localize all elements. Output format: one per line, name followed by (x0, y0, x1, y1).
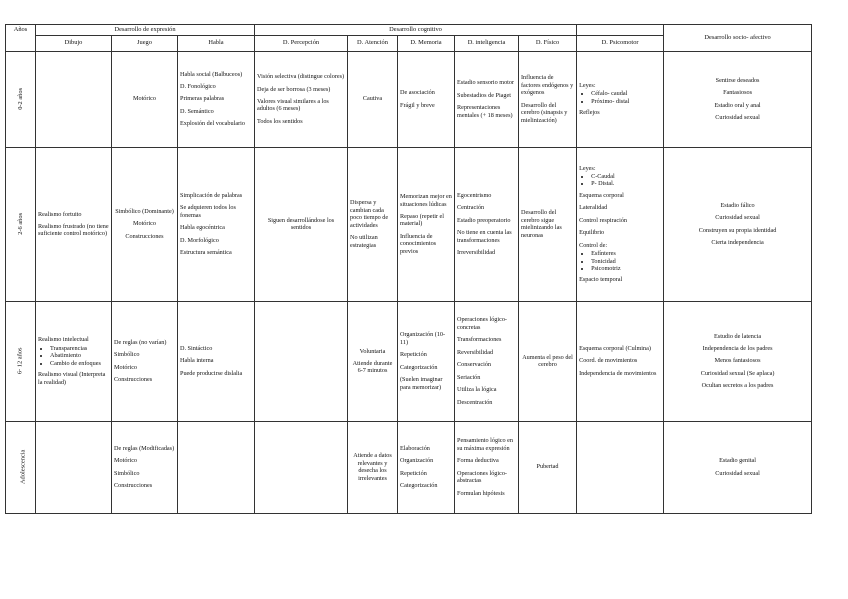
header-desarrollo-socio-afectivo: Desarrollo socio- afectivo (664, 25, 812, 52)
cell-psicomotor: Leyes: • C-Caudal • P- Distal. Esquema corporal Lateralidad Control respiración Equilibrio Control de: • Esfínteres • Tonicidad • Psicomotriz Espacio temporal (577, 147, 664, 301)
table-row (6, 301, 812, 421)
header-desarrollo-cognitivo: Desarrollo cognitivo (255, 25, 577, 36)
cell-memoria: De asociación Frágil y breve (398, 51, 455, 147)
age-cell: 2-6 años (6, 147, 36, 301)
cell-fisico: Pubertad (519, 421, 577, 513)
header-anos: Años (6, 25, 36, 52)
cell-dibujo: Realismo intelectual • Transparencias • Abatimiento • Cambio de enfoques Realismo visual (Interpreta la realidad) (36, 301, 112, 421)
cell-percepcion: Siguen desarrollándose los sentidos (255, 147, 348, 301)
table-row (6, 147, 812, 301)
cell-percepcion (255, 301, 348, 421)
header-percepcion: D. Percepción (255, 35, 348, 51)
header-habla: Habla (178, 35, 255, 51)
cell-habla: D. Sintáctico Habla interna Puede producirse dislalia (178, 301, 255, 421)
cell-psicomotor: Esquema corporal (Culmina) Coord. de movimientos Independencia de movimientos (577, 301, 664, 421)
cell-socio: Estadio genital Curiosidad sexual (664, 421, 812, 513)
cell-atencion: Cautiva (348, 51, 398, 147)
cell-fisico: Influencia de factores endógenos y exógenos Desarrollo del cerebro (sinapsis y mielinización) (519, 51, 577, 147)
cell-inteligencia: Operaciones lógico-concretas Transformaciones Reversibilidad Conservación Seriación Utiliza la lógica Descentración (455, 301, 519, 421)
development-table (5, 24, 812, 514)
cell-dibujo: Realismo fortuito Realismo frustrado (no tiene suficiente control motórico) (36, 147, 112, 301)
cell-percepcion: Visión selectiva (distingue colores) Deja de ser borrosa (3 meses) Valores visual similares a los adultos (6 meses) Todos los sentidos (255, 51, 348, 147)
cell-juego: Simbólico (Dominante) Motórico Construcciones (112, 147, 178, 301)
cell-socio: Sentirse deseados Fantasiosos Estadio oral y anal Curiosidad sexual (664, 51, 812, 147)
psicomotor-leyes-list: • C-Caudal • P- Distal. (579, 173, 661, 188)
cell-juego: De reglas (no varían) Simbólico Motórico Construcciones (112, 301, 178, 421)
header-psicomotor: D. Psicomotor (577, 35, 664, 51)
cell-atencion: Voluntaria Atiende durante 6-7 minutos (348, 301, 398, 421)
cell-memoria: Elaboración Organización Repetición Categorización (398, 421, 455, 513)
cell-dibujo (36, 421, 112, 513)
cell-memoria: Memorizan mejor en situaciones lúdicas Repaso (repetir el material) Influencia de conocimientos previos (398, 147, 455, 301)
header-row-groups (6, 25, 812, 36)
cell-atencion: Atiende a datos relevantes y desecha los irrelevantes (348, 421, 398, 513)
psicomotor-control-list: • Esfínteres • Tonicidad • Psicomotriz (579, 250, 661, 272)
cell-socio: Estadio fálico Curiosidad sexual Construyen su propia identidad Cierta independencia (664, 147, 812, 301)
cell-juego: De reglas (Modificadas) Motórico Simbólico Construcciones (112, 421, 178, 513)
cell-psicomotor (577, 421, 664, 513)
development-table-container (5, 24, 811, 514)
header-spacer (577, 25, 664, 36)
cell-inteligencia: Egocentrismo Centración Estadio preoperatorio No tiene en cuenta las transformaciones Irreversibilidad (455, 147, 519, 301)
cell-juego: Motórico (112, 51, 178, 147)
table-row (6, 421, 812, 513)
cell-habla: Simplicación de palabras Se adquieren todos los fonemas Habla egocéntrica D. Morfológico Estructura semántica (178, 147, 255, 301)
age-cell: 6- 12 años (6, 301, 36, 421)
header-atencion: D. Atención (348, 35, 398, 51)
cell-habla (178, 421, 255, 513)
header-juego: Juego (112, 35, 178, 51)
cell-memoria: Organización (10-11) Repetición Categorización (Suelen imaginar para memorizar) (398, 301, 455, 421)
age-cell: 0-2 años (6, 51, 36, 147)
cell-inteligencia: Estadio sensorio motor Subestadios de Piaget Representaciones mentales (+ 18 meses) (455, 51, 519, 147)
header-memoria: D. Memoria (398, 35, 455, 51)
header-inteligencia: D. inteligencia (455, 35, 519, 51)
cell-dibujo (36, 51, 112, 147)
dibujo-list: • Transparencias • Abatimiento • Cambio de enfoques (38, 345, 109, 367)
header-fisico: D. Físico (519, 35, 577, 51)
age-cell: Adolescencia (6, 421, 36, 513)
cell-atencion: Dispersa y cambian cada poco tiempo de actividades No utilizan estrategias (348, 147, 398, 301)
cell-inteligencia: Pensamiento lógico en su máxima expresión Forma deductiva Operaciones lógico-abstractas Formulan hipótesis (455, 421, 519, 513)
header-desarrollo-expresion: Desarrollo de expresión (36, 25, 255, 36)
cell-fisico: Desarrollo del cerebro sigue mielinizando las neuronas (519, 147, 577, 301)
cell-socio: Estudio de latencia Independencia de los padres Menos fantasiosos Curiosidad sexual (Se aplaca) Ocultan secretos a los padres (664, 301, 812, 421)
cell-fisico: Aumenta el peso del cerebro (519, 301, 577, 421)
psicomotor-leyes-list: • Céfalo- caudal • Próximo- distal (579, 90, 661, 105)
cell-psicomotor: Leyes: • Céfalo- caudal • Próximo- distal Reflejos (577, 51, 664, 147)
cell-habla: Habla social (Balbuceos) D. Fonológico Primeras palabras D. Semántico Explosión del vocabulario (178, 51, 255, 147)
table-row (6, 51, 812, 147)
cell-percepcion (255, 421, 348, 513)
header-dibujo: Dibujo (36, 35, 112, 51)
